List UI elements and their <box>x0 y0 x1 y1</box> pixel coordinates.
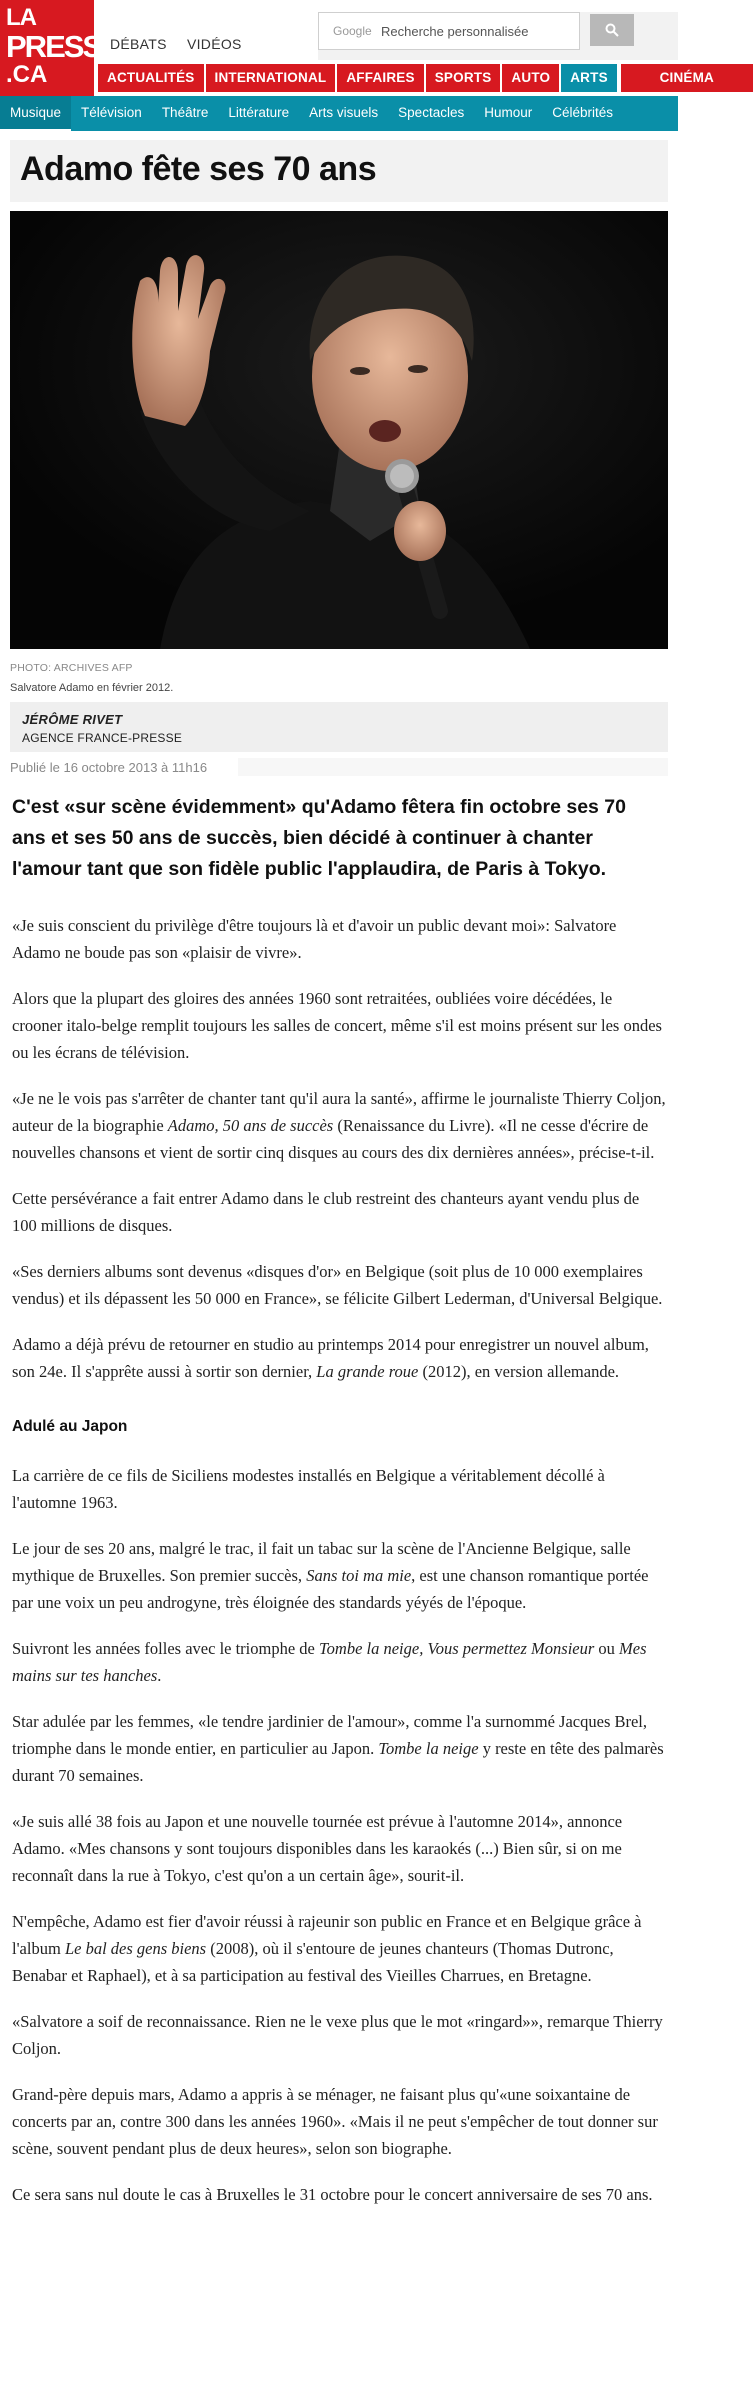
italic-title: La grande roue <box>316 1362 419 1381</box>
article-paragraph: Star adulée par les femmes, «le tendre jardinier de l'amour», comme l'a surnommé Jacques Brel, triomphe dans le monde entier, en particulier au Japon. Tombe la neige y reste en tête des palmarès durant 70 semaines. <box>12 1712 664 1785</box>
article-paragraph: Le jour de ses 20 ans, malgré le trac, il fait un tabac sur la scène de l'Ancienne Belgique, salle mythique de Bruxelles. Son premier succès, Sans toi ma mie, est une chanson romantique portée par une voix un peu androgyne, très éloignée des standards yéyés de l'époque. <box>12 1539 649 1612</box>
main-nav <box>98 64 755 92</box>
article-paragraph: La carrière de ce fils de Siciliens modestes installés en Belgique a véritablement décollé à l'automne 1963. <box>12 1466 605 1512</box>
nav-arts[interactable]: ARTS <box>561 64 617 92</box>
author-name[interactable]: JÉRÔME RIVET <box>22 712 123 727</box>
article-paragraph: Cette persévérance a fait entrer Adamo dans le club restreint des chanteurs ayant vendu plus de 100 millions de disques. <box>12 1189 640 1235</box>
nav-sports[interactable]: SPORTS <box>426 64 501 92</box>
article-photo[interactable] <box>10 211 668 649</box>
article-paragraph: Alors que la plupart des gloires des années 1960 sont retraitées, oubliées voire décédées, le crooner italo-belge remplit toujours les salles de concert, même s'il est moins présent sur les ondes ou les écrans de télévision. <box>12 989 662 1062</box>
logo-line-3: .CA <box>6 61 48 88</box>
article-paragraph: «Salvatore a soif de reconnaissance. Rien ne le vexe plus que le mot «ringard»», remarque Thierry Coljon. <box>12 2012 663 2058</box>
search-icon <box>605 23 619 37</box>
italic-title: Mes mains sur tes hanches <box>12 1639 647 1685</box>
subnav-celebrites[interactable]: Célébrités <box>552 105 614 120</box>
site-logo[interactable] <box>0 0 120 96</box>
nav-actualites[interactable]: ACTUALITÉS <box>98 64 204 92</box>
singer-illustration <box>10 211 668 649</box>
subnav-humour[interactable]: Humour <box>484 105 533 120</box>
article-paragraph: «Je suis allé 38 fois au Japon et une nouvelle tournée est prévue à l'automne 2014», annonce Adamo. «Mes chansons y sont toujours disponibles dans les karaokés (...) Bien sûr, si on me reconnaît dans la rue à Tokyo, c'est qu'on a un certain âge», sourit-il. <box>12 1812 623 1885</box>
italic-title: Adamo, 50 ans de succès <box>167 1116 334 1135</box>
italic-title: Tombe la neige, Vous permettez Monsieur <box>319 1639 595 1658</box>
article-paragraph: Adamo a déjà prévu de retourner en studio au printemps 2014 pour enregistrer un nouvel album, son 24e. Il s'apprête aussi à sortir son dernier, La grande roue (2012), en version allemande. <box>12 1335 649 1381</box>
italic-title: Tombe la neige <box>378 1739 479 1758</box>
article-paragraph: Ce sera sans nul doute le cas à Bruxelles le 31 octobre pour le concert anniversaire de ses 70 ans. <box>12 2185 653 2204</box>
site-header <box>0 0 715 96</box>
subnav-television[interactable]: Télévision <box>81 105 142 120</box>
article-paragraph: «Je ne le vois pas s'arrêter de chanter tant qu'il aura la santé», affirme le journaliste Thierry Coljon, auteur de la biographie Adamo, 50 ans de succès (Renaissance du Livre). «Il ne cesse d'écrire de nouvelles chansons et vient de sortir cinq disques au cours des dix dernières années», précise-t-il. <box>12 1089 666 1162</box>
article-paragraph: Suivront les années folles avec le triomphe de Tombe la neige, Vous permettez Monsieur ou Mes mains sur tes hanches. <box>12 1639 647 1685</box>
toplink-videos[interactable]: VIDÉOS <box>186 36 242 52</box>
publication-divider <box>238 758 668 776</box>
italic-title: Le bal des gens biens <box>64 1939 207 1958</box>
publication-date: Publié le 16 octobre 2013 à 11h16 <box>10 760 208 775</box>
article-paragraph: «Je suis conscient du privilège d'être toujours là et d'avoir un public devant moi»: Salvatore Adamo ne boude pas son «plaisir de vivre». <box>12 916 617 962</box>
photo-caption: Salvatore Adamo en février 2012. <box>10 682 174 694</box>
italic-title: Sans toi ma mie <box>306 1566 412 1585</box>
subnav-litterature[interactable]: Littérature <box>228 105 290 120</box>
article-paragraph: «Ses derniers albums sont devenus «disques d'or» en Belgique (soit plus de 10 000 exemplaires vendus) et ils dépassent les 50 000 en France», se félicite Gilbert Lederman, d'Universal Belgique. <box>12 1262 663 1308</box>
article-paragraph: N'empêche, Adamo est fier d'avoir réussi à rajeunir son public en France et en Belgique grâce à l'album Le bal des gens biens (2008), où il s'entoure de jeunes chanteurs (Thomas Dutronc, Benabar et Raphael), et à sa participation au festival des Vieilles Charrues, en Bretagne. <box>12 1912 642 1985</box>
article-title: Adamo fête ses 70 ans <box>20 150 377 188</box>
logo-line-2: PRESSE <box>6 29 120 64</box>
search-brand-label: Google <box>333 24 372 38</box>
search-input[interactable] <box>318 12 580 50</box>
nav-affaires[interactable]: AFFAIRES <box>337 64 423 92</box>
nav-cinema[interactable]: CINÉMA <box>621 64 753 92</box>
subnav-spectacles[interactable]: Spectacles <box>398 105 465 120</box>
article-body <box>12 912 666 2227</box>
article-paragraph: Grand-père depuis mars, Adamo a appris à se ménager, ne faisant plus qu'«une soixantaine de concerts par an, contre 300 dans les années 1960». «Mais il ne peut s'empêcher de tout donner sur scène, souvent pendant plus de deux heures», selon son biographe. <box>12 2085 658 2158</box>
section-subnav <box>0 96 678 131</box>
author-agency: AGENCE FRANCE-PRESSE <box>22 731 183 745</box>
nav-international[interactable]: INTERNATIONAL <box>206 64 336 92</box>
logo-line-1: LA <box>6 4 36 31</box>
subnav-arts-visuels[interactable]: Arts visuels <box>309 105 379 120</box>
photo-credit: PHOTO: ARCHIVES AFP <box>10 662 133 674</box>
article-lead: C'est «sur scène évidemment» qu'Adamo fêtera fin octobre ses 70 ans et ses 50 ans de succès, bien décidé à continuer à chanter l'amour tant que son fidèle public l'applaudira, de Paris à Tokyo. <box>12 796 626 880</box>
nav-auto[interactable]: AUTO <box>502 64 559 92</box>
top-links <box>110 36 258 52</box>
toplink-debats[interactable]: DÉBATS <box>110 36 167 52</box>
search-button[interactable] <box>590 14 634 46</box>
article-subheading: Adulé au Japon <box>12 1418 128 1435</box>
subnav-theatre[interactable]: Théâtre <box>161 105 209 120</box>
subnav-musique[interactable]: Musique <box>0 96 71 131</box>
